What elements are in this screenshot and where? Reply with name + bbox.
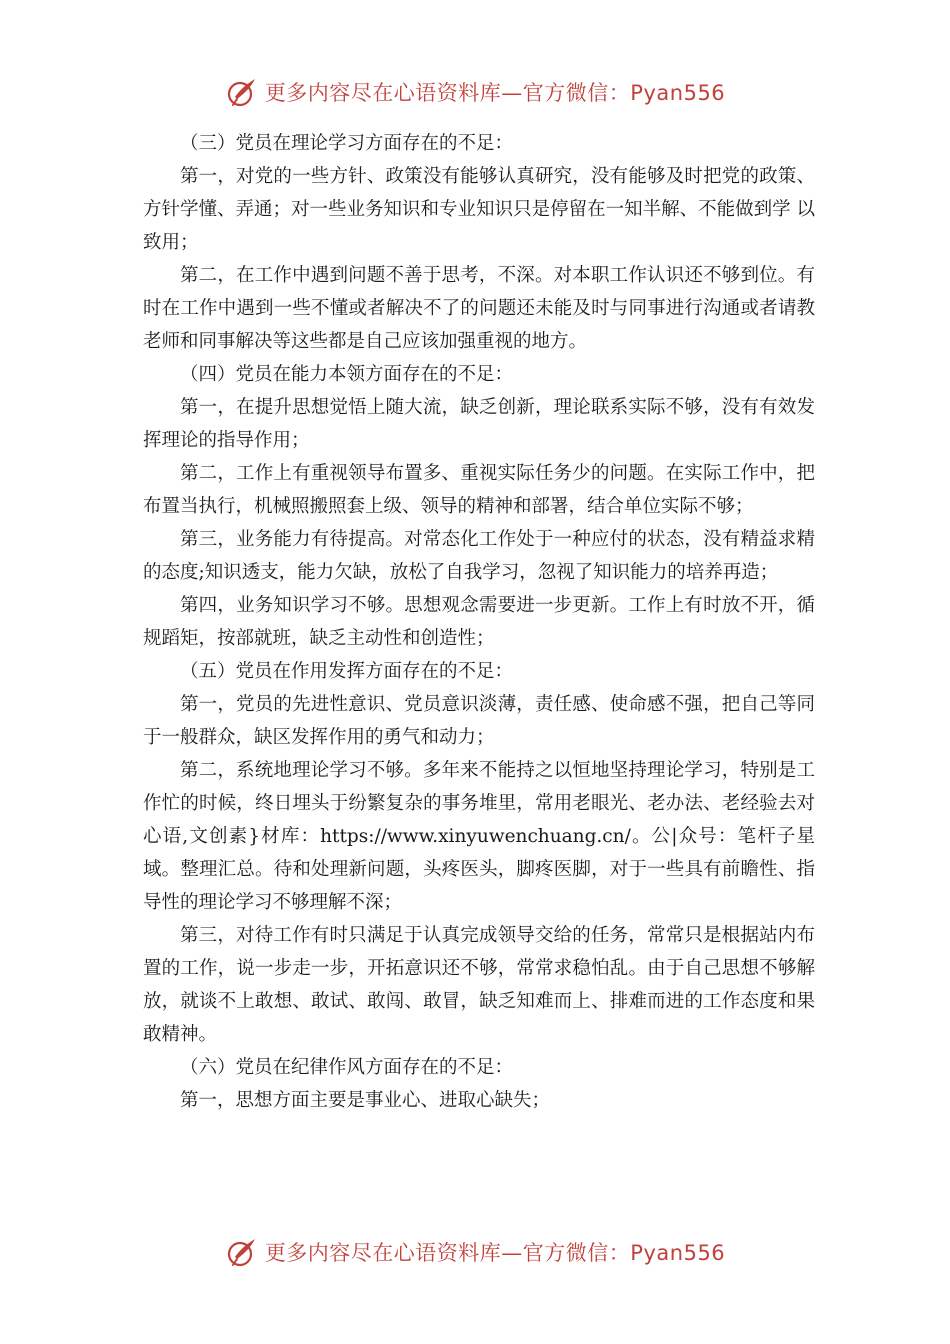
- section-heading-6: （六）党员在纪律作风方面存在的不足：: [180, 1057, 514, 1078]
- banner-text: 更多内容尽在心语资料库—官方微信：Pyan556: [264, 81, 726, 105]
- paragraph: 第二，系统地理论学习不够。多年来不能持之以恒地坚持理论学习，特别是工作忙的时候，终日埋头于纷繁复杂的事务堆里，常用老眼光、老办法、老经验去对心语,文创素}材库：https://www.xinyuwenchuang.cn/。公|众号：笔杆子星域。整理汇总。待和处理新问题，头疼医头，脚疼医脚，对于一些具有前瞻性、指导性的理论学习不够理解不深；: [143, 760, 815, 913]
- quill-logo-icon: [225, 75, 259, 109]
- paragraph: 第一，思想方面主要是事业心、进取心缺失；: [180, 1090, 551, 1111]
- section-heading-3: （三）党员在理论学习方面存在的不足：: [180, 133, 514, 154]
- footer-banner: [0, 1232, 950, 1272]
- paragraph: 第四，业务知识学习不够。思想观念需要进一步更新。工作上有时放不开，循规蹈矩，按部就班，缺乏主动性和创造性；: [143, 595, 815, 649]
- paragraph: 第三，业务能力有待提高。对常态化工作处于一种应付的状态，没有精益求精的态度;知识透支，能力欠缺，放松了自我学习，忽视了知识能力的培养再造；: [143, 529, 815, 583]
- banner-text: 更多内容尽在心语资料库—官方微信：Pyan556: [264, 1241, 726, 1265]
- paragraph: 第一，在提升思想觉悟上随大流，缺乏创新，理论联系实际不够，没有有效发挥理论的指导作用；: [143, 397, 815, 451]
- paragraph: 第一，党员的先进性意识、党员意识淡薄，责任感、使命感不强，把自己等同于一般群众，缺区发挥作用的勇气和动力；: [143, 694, 815, 748]
- section-heading-5: （五）党员在作用发挥方面存在的不足：: [180, 661, 514, 682]
- quill-logo-icon: [225, 1235, 259, 1269]
- header-banner: [0, 72, 950, 112]
- paragraph: 第二，在工作中遇到问题不善于思考，不深。对本职工作认识还不够到位。有时在工作中遇到一些不懂或者解决不了的问题还未能及时与同事进行沟通或者请教老师和同事解决等这些都是自己应该加强重视的地方。: [143, 265, 815, 352]
- paragraph: 第二，工作上有重视领导布置多、重视实际任务少的问题。在实际工作中，把布置当执行，机械照搬照套上级、领导的精神和部署，结合单位实际不够；: [143, 463, 815, 517]
- paragraph: 第一，对党的一些方针、政策没有能够认真研究，没有能够及时把党的政策、方针学懂、弄通；对一些业务知识和专业知识只是停留在一知半解、不能做到学 以致用；: [143, 166, 815, 253]
- document-body: [143, 127, 815, 1117]
- paragraph: 第三，对待工作有时只满足于认真完成领导交给的任务，常常只是根据站内布置的工作，说一步走一步，开拓意识还不够，常常求稳怕乱。由于自己思想不够解放，就谈不上敢想、敢试、敢闯、敢冒，缺乏知难而上、排难而进的工作态度和果敢精神。: [143, 925, 815, 1045]
- section-heading-4: （四）党员在能力本领方面存在的不足：: [180, 364, 514, 385]
